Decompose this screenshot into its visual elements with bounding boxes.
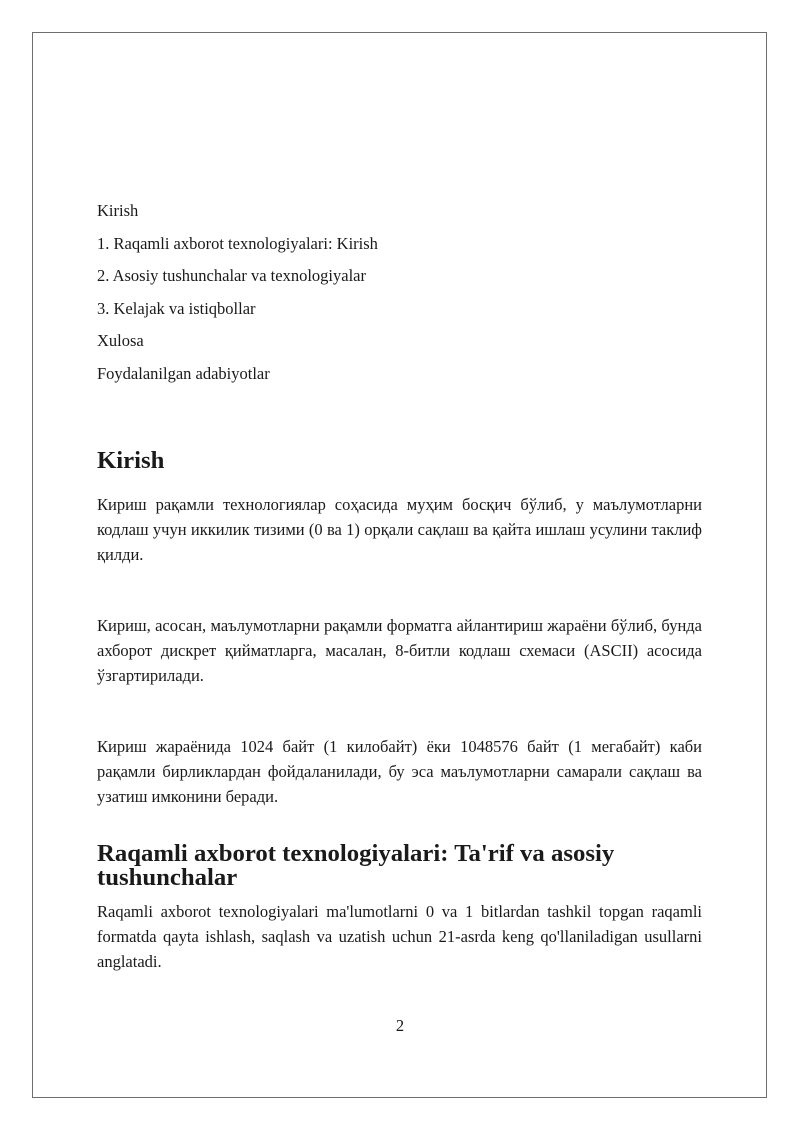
toc-item-introduction: Kirish — [97, 201, 139, 220]
intro-paragraph-3: Кириш жараёнида 1024 байт (1 килобайт) ёки 1048576 байт (1 мегабайт) каби рақамли бирликлардан фойдаланилади, бу эса маълумотларни самарали сақлаш ва узатиш имконини беради. — [97, 736, 702, 806]
section-heading-definitions: Raqamli axborot texnologiyalari: Ta'rif va asosiy tushunchalar — [97, 839, 615, 891]
page-number: 2 — [395, 1016, 405, 1035]
definitions-paragraph: Raqamli axborot texnologiyalari ma'lumotlarni 0 va 1 bitlardan tashkil topgan raqamli formatda qayta ishlash, saqlash va uzatish uchun 21-asrda keng qo'llaniladigan usullarni anglatadi. — [97, 901, 702, 971]
section-heading-introduction: Kirish — [97, 446, 165, 474]
toc-item-conclusion: Xulosa — [97, 331, 144, 351]
intro-paragraph-1: Кириш рақамли технологиялар соҳасида муҳим босқич бўлиб, у маълумотларни кодлаш учун иккилик тизими (0 ва 1) орқали сақлаш ва қайта ишлаш усулини таклиф қилди. — [97, 494, 702, 564]
table-of-contents — [97, 199, 702, 386]
toc-item-references: Foydalanilgan adabiyotlar — [97, 363, 270, 383]
toc-item-chapter-1: 1. Raqamli axborot texnologiyalari: Kirish — [97, 233, 378, 253]
toc-item-chapter-3: 3. Kelajak va istiqbollar — [97, 298, 256, 318]
toc-item-chapter-2: 2. Asosiy tushunchalar va texnologiyalar — [97, 266, 366, 286]
intro-paragraph-2: Кириш, асосан, маълумотларни рақамли форматга айлантириш жараёни бўлиб, бунда ахборот дискрет қийматларга, масалан, 8-битли кодлаш схемаси (ASCII) асосида ўзгартирилади. — [97, 615, 702, 685]
page-content — [97, 199, 702, 974]
